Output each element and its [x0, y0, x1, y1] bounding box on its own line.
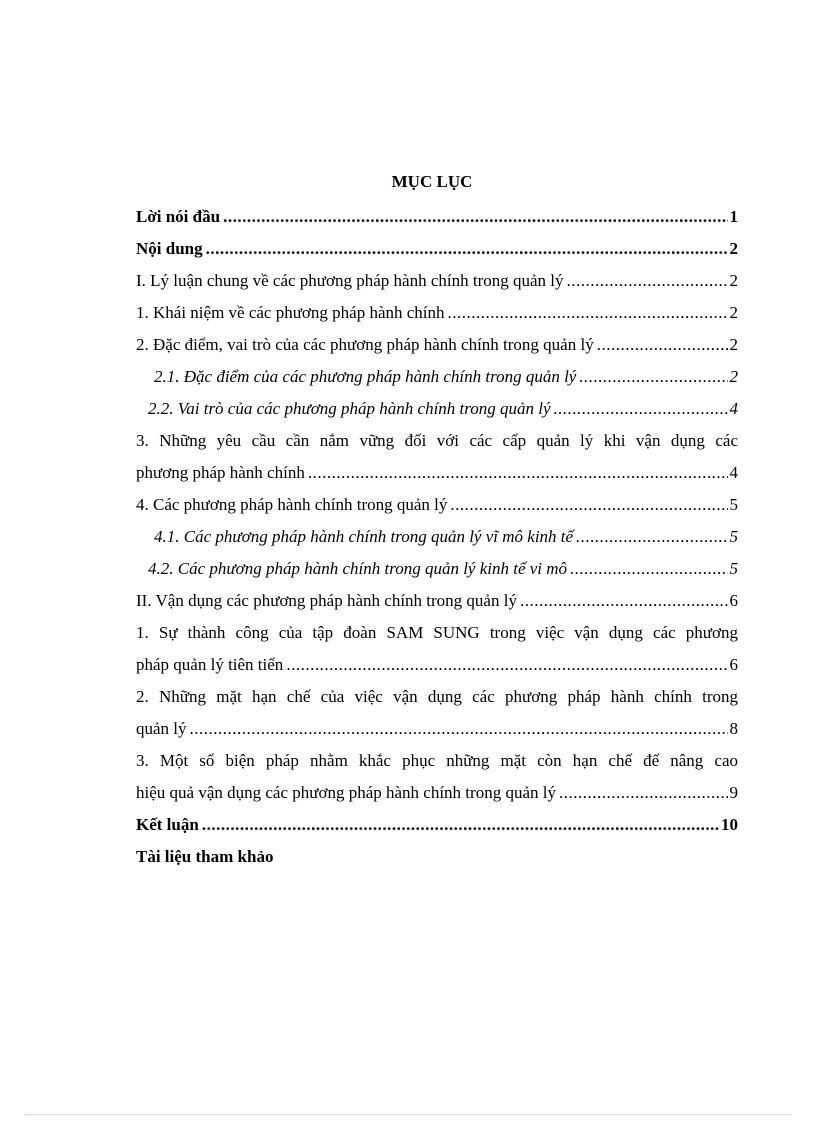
dot-leader	[559, 777, 728, 809]
toc-page-number: 2	[729, 367, 738, 386]
toc-entry-text-cont: quản lý	[136, 719, 187, 738]
toc-entry-text-cont: pháp quản lý tiên tiến	[136, 655, 284, 674]
toc-page-number: 2	[729, 239, 738, 258]
dot-leader	[576, 521, 727, 553]
dot-leader	[520, 585, 728, 617]
dot-leader	[286, 649, 727, 681]
toc-page-number: 5	[729, 495, 738, 514]
toc-entry-preface[interactable]	[136, 201, 738, 233]
toc-entry-2-2[interactable]	[136, 393, 738, 425]
dot-leader	[448, 297, 728, 329]
toc-entry-text: Lời nói đầu	[136, 207, 221, 226]
toc-entry-text-cont: hiệu quả vận dụng các phương pháp hành chính trong quản lý	[136, 783, 556, 802]
toc-entry-text: 3. Một số biện pháp nhằm khắc phục những mặt còn hạn chế để nâng cao	[136, 751, 738, 770]
toc-entry-ii-3[interactable]	[136, 745, 738, 809]
toc-entry-ii-1[interactable]	[136, 617, 738, 681]
toc-entry-2-1[interactable]	[136, 361, 738, 393]
toc-entry-text: 4.1. Các phương pháp hành chính trong quản lý vĩ mô kinh tế	[154, 527, 574, 546]
toc-entry-content[interactable]	[136, 233, 738, 265]
toc-entry-3[interactable]	[136, 425, 738, 489]
toc-page-number: 6	[729, 591, 738, 610]
toc-entry-text: 2.1. Đặc điểm của các phương pháp hành chính trong quản lý	[154, 367, 577, 386]
page-title: MỤC LỤC	[391, 172, 473, 191]
toc-entry-text-cont: phương pháp hành chính	[136, 463, 305, 482]
toc-page-number: 4	[729, 463, 738, 482]
toc-page-number: 5	[729, 527, 738, 546]
toc-entry-text: 3. Những yêu cầu cần nắm vững đối với các cấp quản lý khi vận dụng các	[136, 431, 738, 450]
toc-entry-4-2[interactable]	[136, 553, 738, 585]
toc-entry-text: 4.2. Các phương pháp hành chính trong quản lý kinh tế vi mô	[148, 559, 568, 578]
toc-page-number: 10	[721, 815, 738, 834]
dot-leader	[190, 713, 728, 745]
dot-leader	[567, 265, 728, 297]
toc-entry-text: 2.2. Vai trò của các phương pháp hành chính trong quản lý	[148, 399, 551, 418]
toc-entry-conclusion[interactable]	[136, 809, 738, 841]
toc-entry-text: I. Lý luận chung về các phương pháp hành chính trong quản lý	[136, 271, 564, 290]
toc-entry-1[interactable]	[136, 297, 738, 329]
toc-entry-references[interactable]	[136, 841, 738, 873]
dot-leader	[450, 489, 727, 521]
toc-entry-text: 1. Sự thành công của tập đoàn SAM SUNG trong việc vận dụng các phương	[136, 623, 738, 642]
toc-page-number: 6	[729, 655, 738, 674]
toc-page-number: 9	[729, 783, 738, 802]
toc-entry-text: Tài liệu tham khảo	[136, 847, 274, 866]
toc-page-number: 8	[729, 719, 738, 738]
page-bottom-divider	[24, 1114, 792, 1115]
toc-page-number: 1	[729, 207, 738, 226]
toc-page-number: 5	[729, 559, 738, 578]
dot-leader	[202, 809, 719, 841]
dot-leader	[597, 329, 728, 361]
table-of-contents	[136, 201, 738, 873]
toc-page-number: 2	[729, 335, 738, 354]
toc-page-number: 4	[729, 399, 738, 418]
toc-entry-text: Kết luận	[136, 815, 199, 834]
toc-entry-text: 2. Đặc điểm, vai trò của các phương pháp hành chính trong quản lý	[136, 335, 594, 354]
toc-entry-4-1[interactable]	[136, 521, 738, 553]
toc-page-number: 2	[729, 303, 738, 322]
toc-entry-text: II. Vận dụng các phương pháp hành chính trong quản lý	[136, 591, 517, 610]
dot-leader	[206, 233, 728, 265]
toc-entry-text: Nội dung	[136, 239, 203, 258]
toc-entry-text: 2. Những mặt hạn chế của việc vận dụng các phương pháp hành chính trong	[136, 687, 738, 706]
toc-entry-part-2[interactable]	[136, 585, 738, 617]
dot-leader	[308, 457, 728, 489]
toc-entry-part-1[interactable]	[136, 265, 738, 297]
dot-leader	[223, 201, 727, 233]
toc-entry-ii-2[interactable]	[136, 681, 738, 745]
toc-entry-text: 4. Các phương pháp hành chính trong quản lý	[136, 495, 448, 514]
toc-entry-4[interactable]	[136, 489, 738, 521]
toc-page-number: 2	[729, 271, 738, 290]
toc-entry-text: 1. Khái niệm về các phương pháp hành chính	[136, 303, 445, 322]
toc-entry-2[interactable]	[136, 329, 738, 361]
dot-leader	[579, 361, 727, 393]
dot-leader	[554, 393, 728, 425]
dot-leader	[570, 553, 727, 585]
